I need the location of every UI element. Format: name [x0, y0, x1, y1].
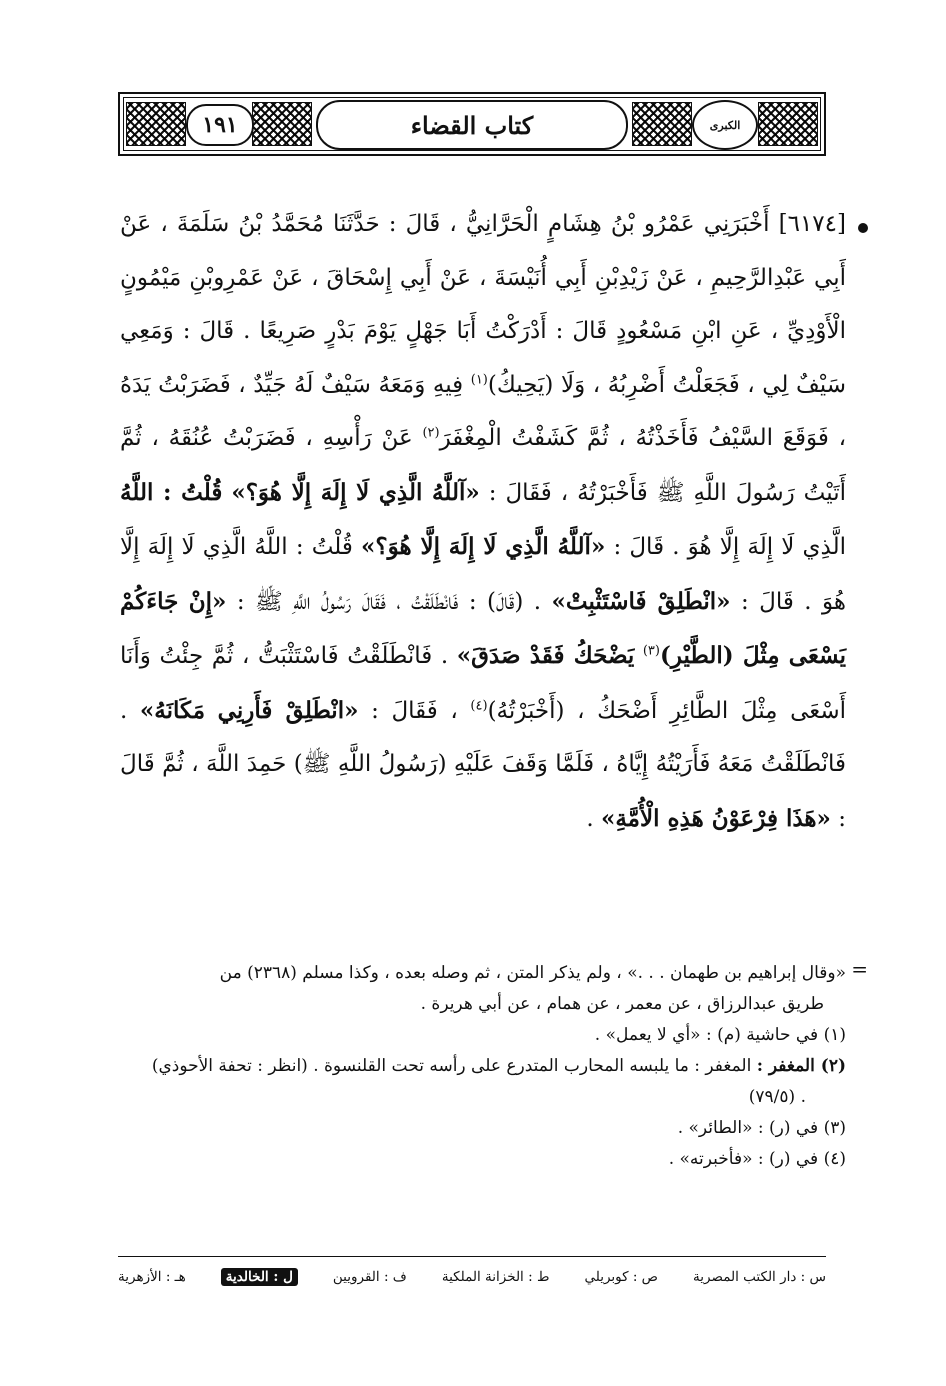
prophet-quote-5a: «انْطَلِقْ فَأَرِنِي [217, 696, 359, 724]
text-line-9b: . فَانْطَلَقْتُ فَاسْتَثْبَتُّ ، ثُمَّ [211, 643, 449, 669]
text-line-4: سَيْفٌ لِي ، فَجَعَلْتُ أَضْرِبُهُ ، وَلَا (يَحِيكُ) [487, 371, 847, 398]
legend-fa: ف : القرويين [332, 1269, 407, 1285]
text-line-12b: . [586, 805, 594, 832]
hadith-paragraph [120, 198, 846, 846]
footnote-continuation-1: «وقال إبراهيم بن طهمان . . .» ، ولم يذكر المتن ، ثم وصله بعده ، وكذا مسلم (٢٣٦٨) من [219, 963, 846, 983]
text-line-5b: عَنْ رَأْسِهِ ، فَضَرَبْتُ عُنُقَهُ ، [151, 425, 413, 451]
page-header [118, 92, 826, 156]
footnote-2-continuation: . (٧٩/٥) [748, 1087, 806, 1107]
text-line-6b: قُلْتُ : اللَّهُ [120, 478, 223, 506]
footnote-ref-3: (٣) [642, 643, 660, 659]
footnote-4: (٤) في (ر) : «فأخبرته» . [668, 1149, 846, 1169]
ornament-left-inner [252, 102, 312, 146]
footnote-3: (٣) في (ر) : «الطائر» . [677, 1118, 846, 1138]
continuation-mark: = [851, 957, 868, 981]
ornament-right-inner [632, 102, 692, 146]
text-line-1: [٦١٧٤] أَخْبَرَنِي عَمْرُو بْنُ هِشَامٍ الْحَرَّانِيُّ ، قَالَ : حَدَّثَنَا مُحَمَّدُ بْنُ سَلَمَةَ ، عَنْ [120, 211, 846, 237]
book-seal-icon [692, 100, 758, 150]
text-line-10b: ، فَقَالَ : [371, 697, 458, 724]
footnote-ref-2: (٢) [422, 425, 440, 441]
text-line-6: ثُمَّ أَتَيْتُ رَسُولَ اللَّهِ ﷺ فَأَخْبَرْتُهُ ، فَقَالَ : [120, 425, 846, 506]
text-line-5: يَدَهُ ، فَوَقَعَ السَّيْفُ فَأَخَذْتُهُ ، ثُمَّ كَشَفْتُ الْمِغْفَرَ [120, 371, 847, 451]
prophet-quote-2: «آللَّهُ الَّذِي لَا إِلَهَ إِلَّا هُوَ؟» [361, 533, 606, 560]
legend-ta: ط : الخزانة الملكية [441, 1269, 550, 1285]
legend-lam-highlighted: ل : الخالدية [221, 1268, 298, 1286]
text-line-2: أَبِي عَبْدِالرَّحِيمِ ، عَنْ زَيْدِبْنِ أَبِي أُنَيْسَةَ ، عَنْ أَبِي إِسْحَاقَ ، عَنْ عَمْرِوبْنِ مَيْمُونٍ [120, 264, 846, 291]
hadith-body [120, 198, 846, 846]
prophet-quote-1: «آللَّهُ الَّذِي لَا إِلَهَ إِلَّا هُوَ؟» [231, 478, 480, 506]
footnote-continuation-2: طريق عبدالرزاق ، عن معمر ، عن همام ، عن أبي هريرة . [420, 994, 824, 1014]
seal-text: الكبرى [709, 118, 741, 132]
footnote-ref-4: (٤) [470, 697, 488, 713]
bullet-icon [858, 223, 868, 233]
manuscript-legend [118, 1262, 826, 1292]
text-line-11: . فَانْطَلَقْتُ مَعَهُ فَأَرَيْتُهُ إِيَّاهُ ، فَلَمَّا وَقَفَ عَلَيْهِ (رَسُولُ اللَّهِ ﷺ) حَمِدَ [120, 697, 846, 777]
legend-sin: س : دار الكتب المصرية [693, 1269, 826, 1285]
text-line-12: اللَّهَ ، ثُمَّ قَالَ : [120, 751, 846, 832]
footnote-2-text: المغفر : ما يلبسه المحارب المتدرع على رأسه تحت القلنسوة . (انظر : تحفة الأحوذي) [151, 1056, 752, 1076]
legend-sad: ص : كوبريلي [584, 1269, 659, 1285]
footnote-ref-1: (١) [470, 371, 488, 387]
footnotes [120, 957, 868, 1175]
ornament-left-outer [126, 102, 186, 146]
prophet-quote-4c: يَضْحَكُ فَقَدْ صَدَقَ» [456, 642, 635, 669]
text-line-8: هُوَ . قَالَ : [740, 588, 847, 615]
chapter-title: كتاب القضاء [316, 100, 628, 150]
text-line-10: جِئْتُ وَأَنَا أَسْعَى مِثْلَ الطَّائِرِ أَضْحَكُ ، (أَخْبَرْتُهُ) [120, 643, 847, 724]
text-line-8b: . (قَالَ) : فَانْطَلَقْتُ ، فَقَالَ رَسُولُ اللَّهِ ﷺ : [236, 588, 542, 615]
text-line-7b: قُلْتُ : اللَّهُ الَّذِي لَا إِلَهَ إِلَّا [120, 534, 353, 560]
text-line-7: الَّذِي لَا إِلَهَ إِلَّا هُوَ . قَالَ : [613, 534, 846, 560]
page-number: ١٩١ [186, 104, 254, 146]
ornament-right-outer [758, 102, 818, 146]
prophet-quote-4a: «إِنْ [188, 587, 227, 615]
legend-divider [118, 1256, 826, 1257]
footnote-2 [120, 1051, 846, 1082]
footnote-1: (١) في حاشية (م) : «أي لا يعمل» . [594, 1025, 846, 1045]
legend-ha: هـ : الأزهرية [118, 1269, 186, 1285]
prophet-quote-5b: مَكَانَهُ» [139, 696, 206, 724]
prophet-quote-6: «هَذَا فِرْعَوْنُ هَذِهِ الْأُمَّةِ» [600, 804, 831, 832]
prophet-quote-3: «انْطَلِقْ فَاسْتَثْبِتْ» [551, 587, 731, 615]
prophet-quote-4b: جَاءَكُمْ يَسْعَى مِثْلَ (الطَّيْرِ) [120, 587, 846, 669]
text-line-4b: فِيهِ وَمَعَهُ سَيْفٌ لَهُ جَيِّدٌ ، فَضَرَبْتُ [158, 371, 464, 398]
text-line-3: الْأَوْدِيِّ ، عَنِ ابْنِ مَسْعُودٍ قَالَ : أَدْرَكْتُ أَبَا جَهْلٍ يَوْمَ بَدْرٍ صَرِيعًا . قَالَ : وَمَعِي [120, 318, 846, 344]
footnote-2-label: (٢) المغفر : [756, 1056, 846, 1076]
